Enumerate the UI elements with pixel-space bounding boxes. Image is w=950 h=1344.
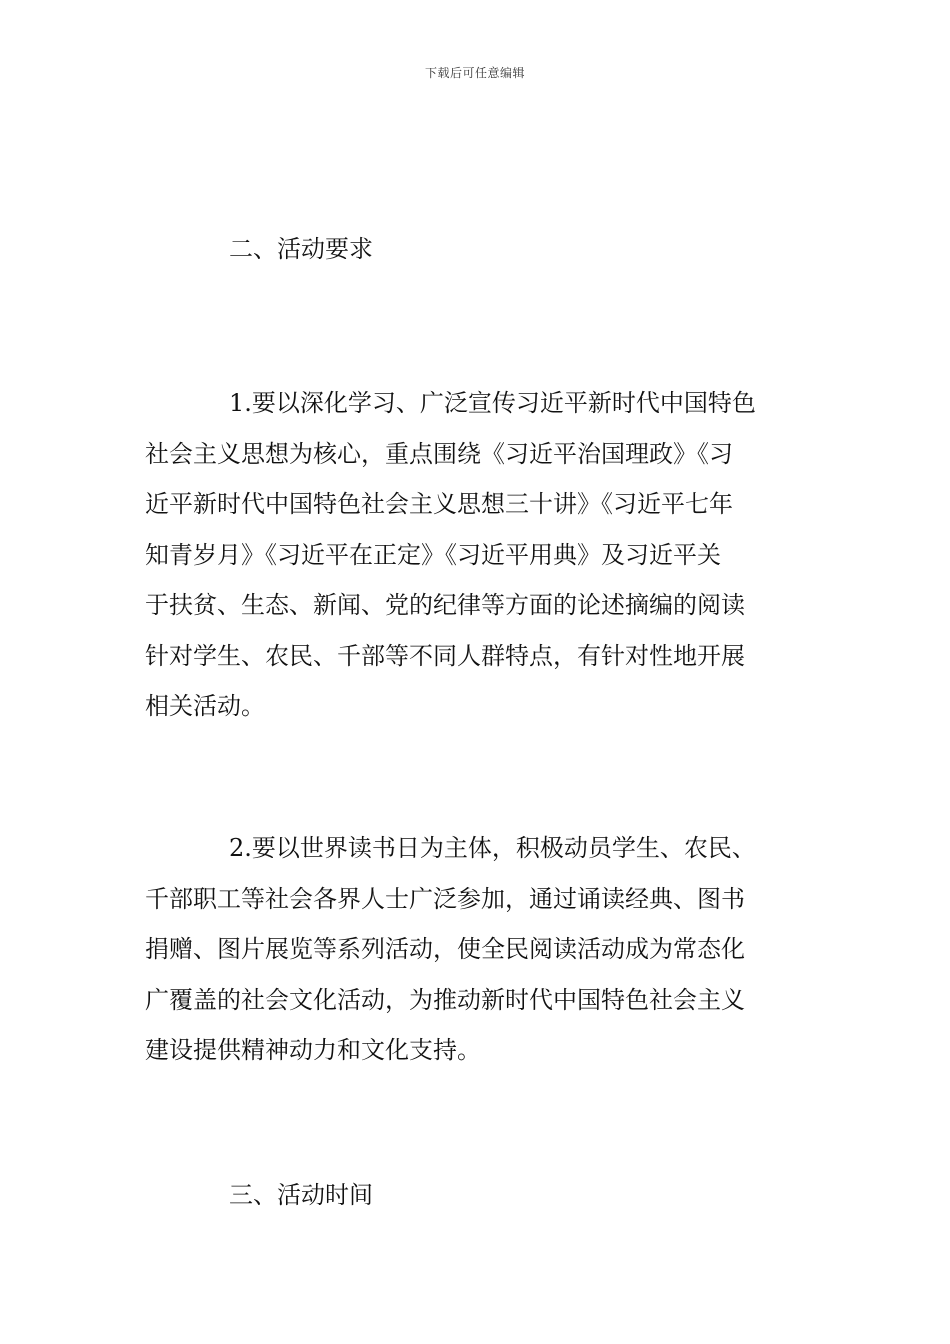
paragraph-line: 1.要以深化学习、广泛宣传习近平新时代中国特色 (229, 389, 756, 417)
section-heading-time: 三、活动时间 (229, 1181, 373, 1209)
paragraph-line: 针对学生、农民、千部等不同人群特点，有针对性地开展 (145, 641, 745, 670)
paragraph-line: 相关活动。 (145, 692, 265, 720)
paragraph-line: 千部职工等社会各界人士广泛参加，通过诵读经典、图书 (145, 884, 745, 913)
paragraph-line: 社会主义思想为核心，重点围绕《习近平治国理政》《习 (145, 439, 733, 468)
section-heading-requirements: 二、活动要求 (229, 235, 373, 263)
paragraph-line: 2.要以世界读书日为主体，积极动员学生、农民、 (229, 834, 756, 862)
paragraph-item-2 (145, 823, 807, 1076)
paragraph-line: 捐赠、图片展览等系列活动，使全民阅读活动成为常态化 (145, 935, 745, 963)
header-note: 下载后可任意编辑 (424, 66, 525, 80)
paragraph-line: 于扶贫、生态、新闻、党的纪律等方面的论述摘编的阅读 (145, 591, 745, 619)
paragraph-line: 近平新时代中国特色社会主义思想三十讲》《习近平七年 (145, 490, 733, 518)
paragraph-line: 广覆盖的社会文化活动，为推动新时代中国特色社会主义 (145, 985, 745, 1014)
paragraph-line: 知青岁月》《习近平在正定》《习近平用典》及习近平关 (145, 540, 721, 569)
paragraph-line: 建设提供精神动力和文化支持。 (145, 1036, 481, 1064)
paragraph-item-1 (145, 378, 807, 732)
